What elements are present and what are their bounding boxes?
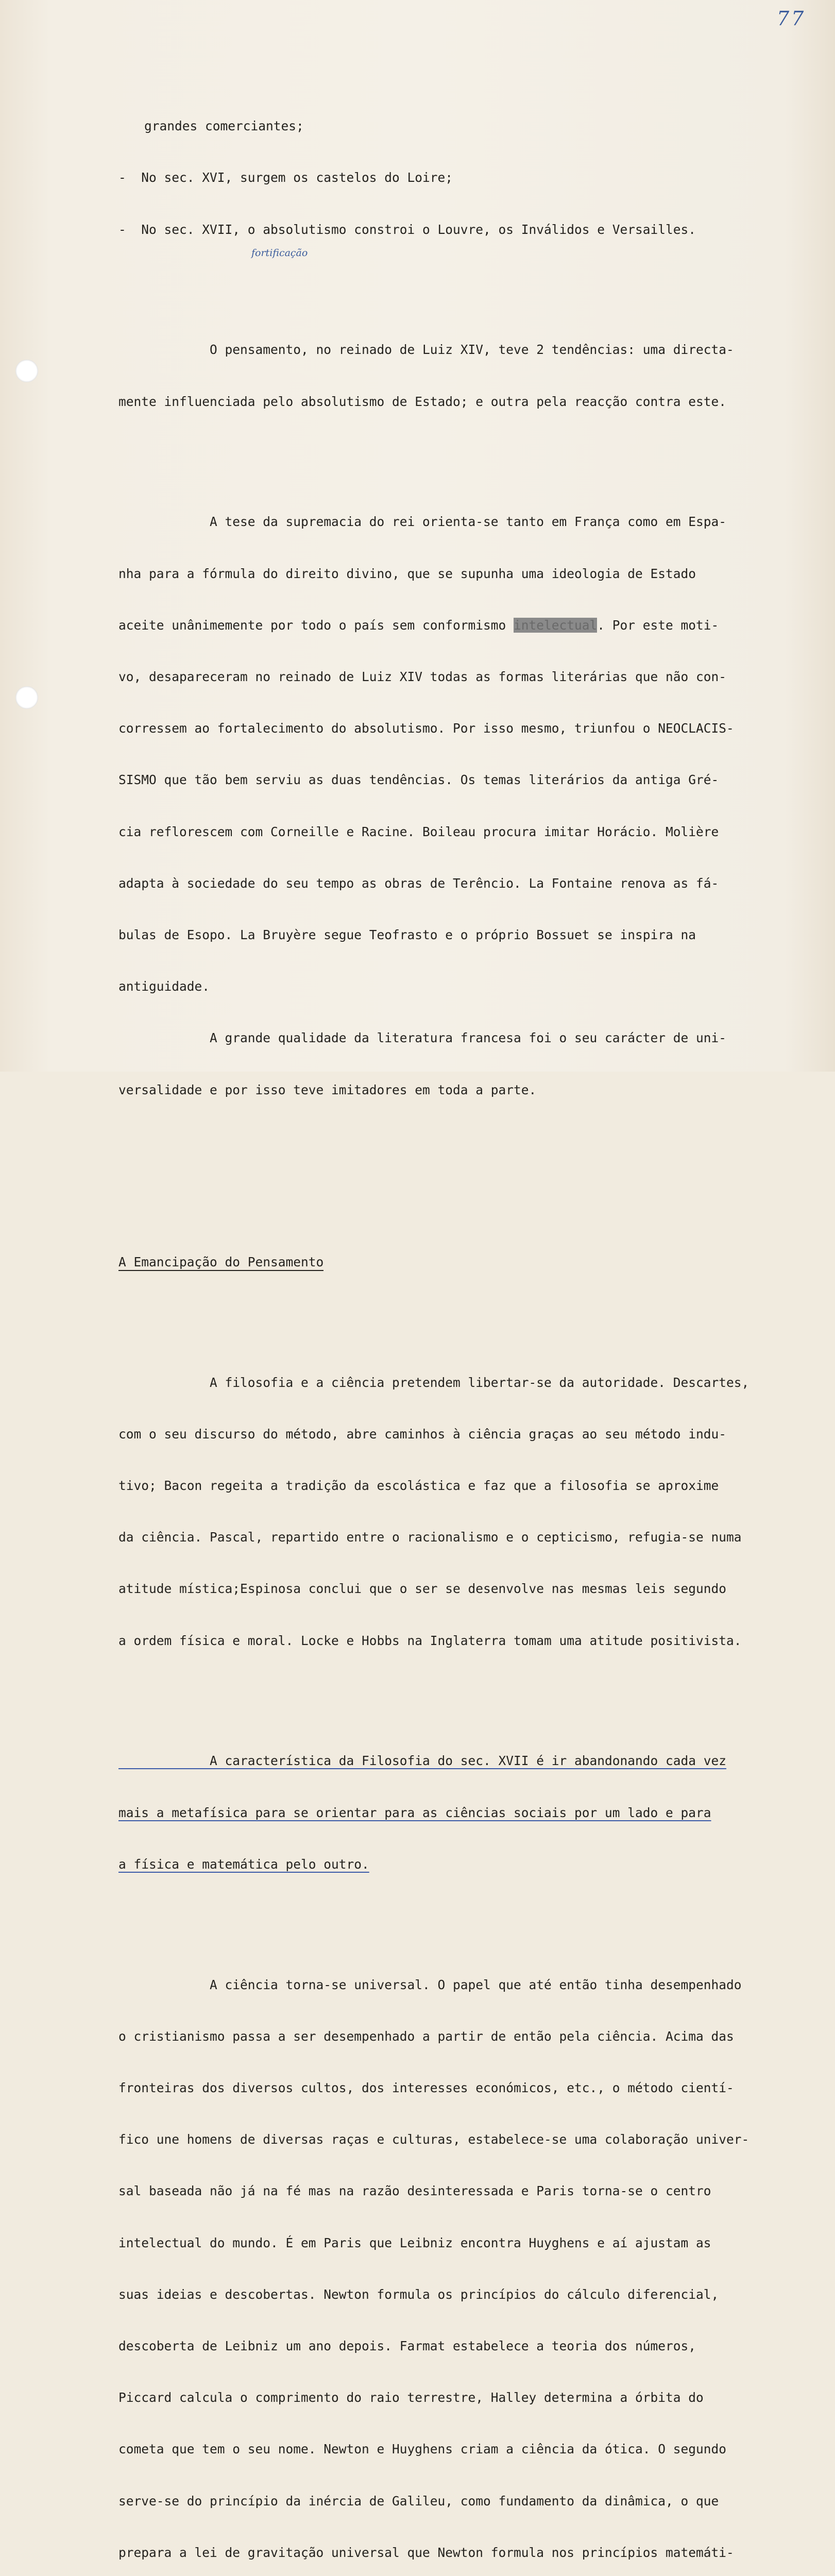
- text-line: A tese da supremacia do rei orienta-se tanto em França como em Espa-: [118, 514, 727, 530]
- underlined-text-line: A característica da Filosofia do sec. XVII é ir abandonando cada vez: [118, 1753, 727, 1769]
- section-heading: A Emancipação do Pensamento: [118, 1255, 323, 1271]
- text-line: atitude mística;Espinosa conclui que o ser se desenvolve nas mesmas leis segundo: [118, 1581, 727, 1597]
- blank-line: [118, 1305, 824, 1322]
- text-line: O pensamento, no reinado de Luiz XIV, teve 2 tendências: uma directa-: [118, 342, 734, 358]
- blank-line: [118, 445, 824, 462]
- text-line: suas ideias e descobertas. Newton formula os princípios do cálculo diferencial,: [118, 2286, 719, 2302]
- text-line: SISMO que tão bem serviu as duas tendências. Os temas literários da antiga Gré-: [118, 772, 719, 788]
- handwritten-marginal-note: fortificação: [251, 247, 308, 259]
- text-line: adapta à sociedade do seu tempo as obras de Terêncio. La Fontaine renova as fá-: [118, 875, 719, 891]
- text-line-with-strikeout: [118, 617, 824, 634]
- text-line: versalidade e por isso teve imitadores em toda a parte.: [118, 1082, 537, 1097]
- typed-text-body: [118, 66, 824, 2576]
- text-line: - No sec. XVII, o absolutismo constroi o Louvre, os Inválidos e Versailles.: [118, 222, 696, 237]
- text-line: mente influenciada pelo absolutismo de Estado; e outra pela reacção contra este.: [118, 394, 727, 409]
- blank-line: [118, 1184, 824, 1201]
- punch-hole-bottom: [15, 686, 38, 709]
- blank-line: [118, 1907, 824, 1924]
- text-line: - No sec. XVI, surgem os castelos do Loire;: [118, 170, 453, 185]
- text-line: antiguidade.: [118, 979, 210, 994]
- text-line: A filosofia e a ciência pretendem libertar-se da autoridade. Descartes,: [118, 1375, 749, 1390]
- text-line: da ciência. Pascal, repartido entre o racionalismo e o cepticismo, refugia-se numa: [118, 1530, 742, 1545]
- underlined-text-line: a física e matemática pelo outro.: [118, 1856, 369, 1872]
- text-line: vo, desapareceram no reinado de Luiz XIV todas as formas literárias que não con-: [118, 669, 727, 685]
- section-heading-line: [118, 1253, 824, 1270]
- blank-line: [118, 1684, 824, 1701]
- underlined-text-line: mais a metafísica para se orientar para as ciências sociais por um lado e para: [118, 1805, 711, 1820]
- text-segment: aceite unânimemente por todo o país sem conformismo: [118, 617, 514, 633]
- text-line: sal baseada não já na fé mas na razão desinteressada e Paris torna-se o centro: [118, 2183, 711, 2199]
- text-line: cia reflorescem com Corneille e Racine. Boileau procura imitar Horácio. Molière: [118, 824, 719, 839]
- text-line: A ciência torna-se universal. O papel que até então tinha desempenhado: [118, 1977, 742, 1992]
- text-line: intelectual do mundo. É em Paris que Leibniz encontra Huyghens e aí ajustam as: [118, 2235, 711, 2250]
- text-line: fronteiras dos diversos cultos, dos interesses económicos, etc., o método cientí-: [118, 2080, 734, 2095]
- text-line: tivo; Bacon regeita a tradição da escolástica e faz que a filosofia se aproxime: [118, 1478, 719, 1493]
- text-line: A grande qualidade da literatura francesa foi o seu carácter de uni-: [118, 1030, 727, 1046]
- text-line: o cristianismo passa a ser desempenhado a partir de então pela ciência. Acima das: [118, 2028, 734, 2044]
- text-line: descoberta de Leibniz um ano depois. Farmat estabelece a teoria dos números,: [118, 2338, 696, 2353]
- text-line: prepara a lei de gravitação universal que Newton formula nos princípios matemáti-: [118, 2545, 734, 2560]
- text-line: serve-se do princípio da inércia de Galileu, como fundamento da dinâmica, o que: [118, 2493, 719, 2509]
- text-line: nha para a fórmula do direito divino, que se supunha uma ideologia de Estado: [118, 566, 696, 581]
- punch-hole-top: [15, 360, 38, 382]
- text-segment: . Por este moti-: [597, 617, 719, 633]
- text-line: grandes comerciantes;: [144, 118, 304, 134]
- blank-line: [118, 273, 824, 290]
- struck-out-word: intelectual: [514, 617, 598, 633]
- text-line: com o seu discurso do método, abre caminhos à ciência graças ao seu método indu-: [118, 1426, 727, 1442]
- text-line: bulas de Esopo. La Bruyère segue Teofrasto e o próprio Bossuet se inspira na: [118, 927, 696, 943]
- page-number: 77: [777, 7, 806, 30]
- text-line: cometa que tem o seu nome. Newton e Huyghens criam a ciência da ótica. O segundo: [118, 2442, 727, 2457]
- text-line: corressem ao fortalecimento do absolutismo. Por isso mesmo, triunfou o NEOCLACIS-: [118, 721, 734, 736]
- blank-line: [118, 1133, 824, 1150]
- text-line: fico une homens de diversas raças e culturas, estabelece-se uma colaboração univer-: [118, 2132, 749, 2147]
- text-line: a ordem física e moral. Locke e Hobbs na Inglaterra tomam uma atitude positivista.: [118, 1633, 742, 1648]
- text-line: Piccard calcula o comprimento do raio terrestre, Halley determina a órbita do: [118, 2390, 704, 2405]
